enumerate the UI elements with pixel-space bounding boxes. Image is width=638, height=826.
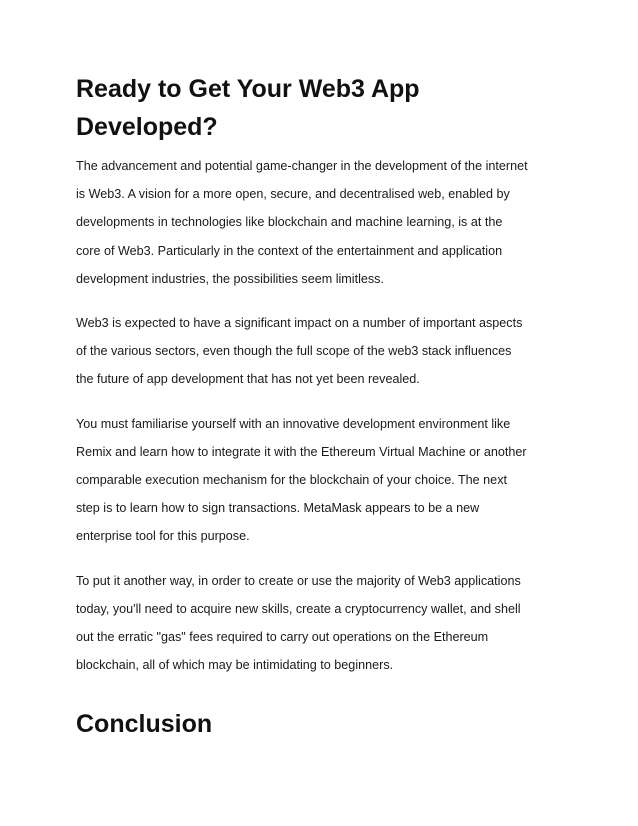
section-heading [76, 70, 576, 146]
text-line: blockchain, all of which may be intimidating to beginners. [76, 658, 394, 673]
text-line: today, you'll need to acquire new skills, create a cryptocurrency wallet, and shell [76, 601, 521, 616]
text-line: The advancement and potential game-changer in the development of the internet [76, 159, 528, 173]
text-line: Remix and learn how to integrate it with the Ethereum Virtual Machine or another [76, 444, 527, 459]
text-line: out the erratic "gas" fees required to carry out operations on the Ethereum [76, 630, 489, 645]
text-line: You must familiarise yourself with an innovative development environment like [76, 416, 511, 431]
text-line: enterprise tool for this purpose. [76, 529, 250, 544]
body-paragraph [76, 567, 576, 680]
body-paragraph [76, 152, 576, 293]
heading-line: Ready to Get Your Web3 App [76, 75, 420, 103]
text-line: To put it another way, in order to create or use the majority of Web3 applications [76, 573, 521, 588]
text-line: the future of app development that has not yet been revealed. [76, 372, 420, 387]
heading-line: Developed? [76, 113, 218, 141]
text-line: comparable execution mechanism for the blockchain of your choice. The next [76, 473, 507, 488]
text-line: of the various sectors, even though the full scope of the web3 stack influences [76, 344, 512, 359]
text-line: development industries, the possibilities seem limitless. [76, 271, 384, 286]
body-paragraph [76, 410, 576, 551]
text-line: core of Web3. Particularly in the context of the entertainment and application [76, 243, 503, 258]
text-line: Web3 is expected to have a significant impact on a number of important aspects [76, 316, 523, 331]
text-line: developments in technologies like blockchain and machine learning, is at the [76, 215, 503, 230]
text-line: is Web3. A vision for a more open, secure, and decentralised web, enabled by [76, 187, 510, 202]
text-line: step is to learn how to sign transactions. MetaMask appears to be a new [76, 501, 480, 516]
conclusion-heading: Conclusion [76, 710, 213, 739]
document-page [76, 70, 576, 743]
body-paragraph [76, 309, 576, 394]
